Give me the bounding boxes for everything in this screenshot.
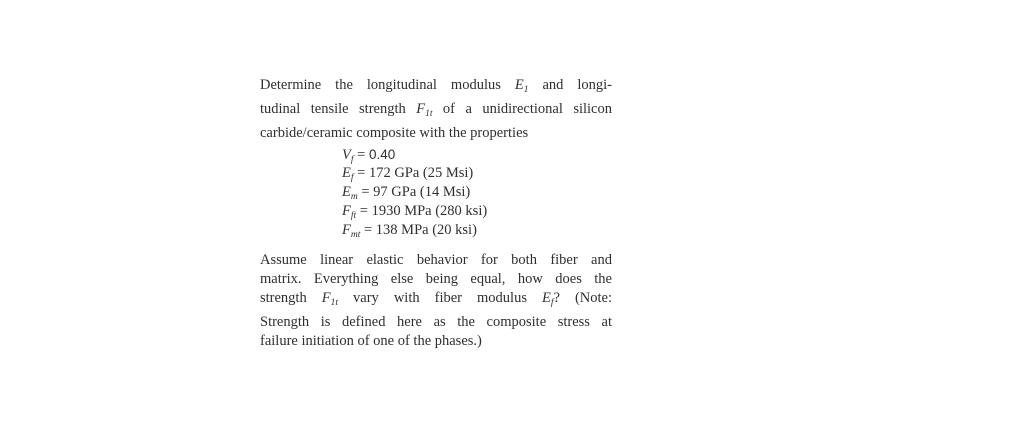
modulus-symbol: E	[514, 77, 524, 93]
strength-symbol: F	[416, 101, 426, 117]
question-line-3: strength $F_{1t}$ vary with fiber modulus $E_f$? (Note:	[260, 290, 613, 308]
question-line-4: Strength is defined here as the composite stress at	[260, 314, 612, 330]
strength-subscript: 1t	[425, 109, 433, 119]
modulus-subscript: 1	[523, 85, 529, 95]
property-fiber-volume-fraction: $V_f = 0.40$	[342, 147, 396, 165]
intro-line-2: tudinal tensile strength $F_{1t}$ of a unidirectional silicon	[260, 101, 612, 119]
question-paragraph	[260, 251, 612, 351]
question-line-2: matrix. Everything else being equal, how does the	[260, 271, 612, 287]
property-matrix-strength: $F_{mt} = 138$ MPa (20 ksi)	[342, 222, 477, 240]
intro-line-1: Determine the longitudinal modulus $E_1$ and longi-	[260, 77, 612, 95]
intro-paragraph	[260, 76, 612, 143]
question-line-1: Assume linear elastic behavior for both fiber and	[260, 252, 612, 268]
intro-line-3: carbide/ceramic composite with the properties	[260, 125, 529, 141]
property-fiber-modulus: $E_f = 172$ GPa (25 Msi)	[342, 165, 474, 183]
property-fiber-strength: $F_{ft} = 1930$ MPa (280 ksi)	[342, 203, 488, 221]
question-line-5: failure initiation of one of the phases.)	[260, 333, 482, 349]
property-matrix-modulus: $E_m = 97$ GPa (14 Msi)	[342, 184, 471, 202]
properties-list	[260, 145, 612, 240]
problem-statement	[260, 76, 612, 351]
